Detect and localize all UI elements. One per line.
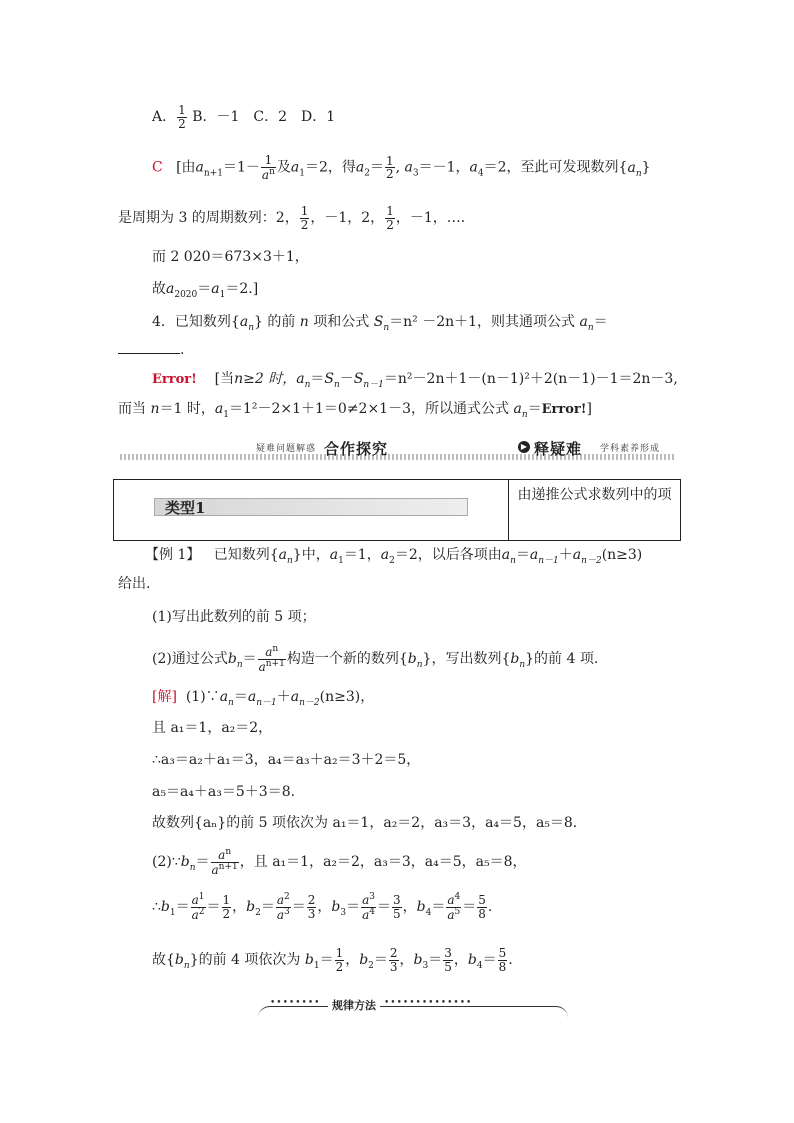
sol-text: ＝ [197, 281, 212, 297]
sol-text: (1)∵ [185, 689, 220, 705]
example-label: 【例 1】 [145, 547, 201, 563]
frac: $\frac{a^4}{a^5}$ [447, 892, 461, 922]
fraction-half: $\frac{1}{2}$ [385, 153, 394, 182]
sol-text: (2)∵ [152, 854, 181, 871]
method-footer [258, 998, 568, 1018]
q4-n: n [299, 314, 309, 330]
frac: $\frac{5}{8}$ [478, 893, 486, 921]
ex-text: ＝2，以后各项由 [394, 547, 502, 563]
banner-title-1: 合作探究 [324, 440, 389, 458]
sol-text: ＝ [527, 401, 542, 417]
arrow-icon: ▶ [518, 441, 530, 453]
frac: $\frac{2}{3}$ [389, 946, 398, 974]
answer-blank [118, 353, 180, 354]
sol-text: ，且 a₁＝1，a₂＝2，a₃＝3，a₄＝5，a₅＝8， [239, 854, 527, 871]
sol-text: ＝1 时， [159, 401, 215, 417]
sol-text: ，－1，…． [395, 210, 475, 227]
footer-label: 规律方法 [328, 997, 380, 1013]
frac: $\frac{5}{8}$ [498, 946, 507, 974]
sol-text: }的前 4 项依次为 [189, 952, 301, 969]
q4-text: 项和公式 [313, 314, 370, 330]
fraction-an-over-an1: $\frac{a^n}{a^{n+1}}$ [258, 644, 285, 674]
sol-text: ＝2，得 [304, 159, 356, 176]
ex-text: }中， [292, 547, 330, 563]
ex-text: }，写出数列{ [422, 651, 511, 668]
ex-text: }的前 4 项. [525, 651, 599, 668]
dots-decoration: •••••••••••••• [384, 998, 473, 1008]
frac-den: 2 [178, 116, 186, 131]
frac: $\frac{3}{5}$ [444, 946, 452, 974]
sol-text: n≥2 时， [234, 371, 297, 387]
frac: $\frac{2}{3}$ [307, 893, 316, 921]
solution-line8: 故$\{b_n\}$的前 4 项依次为 $b_1=$ $\frac{1}{2}$ ，$b_2=$ $\frac{2}{3}$ ，$b_3=$ $\frac{3}{5}$ ，$b_4=$ $\frac{5}{8}$ . [152, 946, 513, 974]
fraction-half: $\frac{1}{2}$ [386, 204, 394, 232]
sol-text: } [641, 159, 651, 176]
ex-text: 已知数列{ [213, 547, 279, 563]
ex-text: ＝ [515, 547, 530, 563]
frac: $\frac{a^3}{a^4}$ [362, 892, 375, 922]
example-part2: (2)通过公式$b_n=$ $\frac{a^n}{a^{n+1}}$ 构造一个新的数列$\{b_n\}$，写出数列$\{b_n\}$的前 4 项. [152, 644, 599, 674]
error-text: Error! [541, 402, 587, 417]
sol-text: 而当 [118, 401, 146, 417]
sol-text: [当 [214, 371, 235, 387]
solution-line7: $\therefore b_1=$ $\frac{a^1}{a^2}$ ＝ $\frac{1}{2}$ ，$b_2=$ $\frac{a^2}{a^3}$ ＝ $\frac{2}{3}$ ，$b_3=$ $\frac{a^3}{a^4}$ ＝ $\frac{3}{5}$ ，$b_4=$ $\frac{a^4}{a^5}$ ＝ $\frac{5}{8}$ . [152, 892, 493, 922]
sol-text: 故 [152, 281, 166, 297]
q3-options [152, 104, 335, 130]
solution-line2: 且 a₁＝1，a₂＝2， [152, 720, 273, 736]
banner-right-text: 学科素养形成 [600, 444, 661, 454]
solution-line4: a₅＝a₄＋a₃＝5＋3＝8. [152, 784, 296, 800]
ex-text: (2)通过公式 [152, 651, 228, 668]
q4-solution-line1: Error! [当n≥2 时，$a_n=S_n-S_{n-1}=n^2-2n+1-(n-1)^2+2(n-1)-1=2n-3$, [152, 371, 678, 390]
q4-text: ＝ [593, 314, 608, 330]
fraction-half: $\frac{1}{2}$ [300, 204, 309, 232]
dots-decoration: •••••••• [270, 998, 321, 1008]
sol-text: ∴ [152, 899, 161, 916]
example-part1: (1)写出此数列的前 5 项； [152, 609, 316, 625]
solution-tag: [解] [152, 689, 177, 705]
q4-text: ＝n² －2n＋1，则其通项公式 [389, 314, 576, 330]
q4-stem: 4．已知数列$\{a_n\}$ 的前 n 项和公式 $S_n=n^2 -2n+1$，则其通项公式 $a_n=$ [152, 314, 608, 333]
q4-solution-line2: 而当 n＝1 时，$a_1=1^2-2\times 1+1=0\ne 2\times 1-3$，所以通式公式 $a_n=Error$!] [118, 401, 592, 420]
frac: $\frac{3}{5}$ [392, 893, 401, 921]
sol-text: ＝n²－2n＋1－(n－1)²＋2(n－1)－1＝2n－3, [383, 371, 678, 387]
q4-text: 4．已知数列{ [152, 314, 240, 330]
type-title: 由递推公式求数列中的项 [517, 487, 672, 503]
frac: $\frac{1}{2}$ [335, 946, 344, 974]
type-tag [154, 498, 468, 516]
section-banner [120, 440, 676, 462]
q4-text: } 的前 [253, 314, 296, 330]
sol-text: 是周期为 3 的周期数列：2， [118, 210, 299, 227]
options-rest: B．－1 C．2 D．1 [192, 109, 336, 126]
sol-text: ＝2.] [225, 281, 259, 297]
sol-text: ＝1²－2×1＋1＝0≠2×1－3，所以通式公式 [228, 401, 509, 417]
solution-line5: 故数列{aₙ}的前 5 项依次为 a₁＝1，a₂＝2，a₃＝3，a₄＝5，a₅＝8. [152, 815, 578, 831]
fraction-one-over-an: $\frac{1}{a^n}$ [261, 153, 275, 182]
q4-text: . [180, 342, 185, 358]
fraction-an-over-an1: $\frac{a^n}{a^{n+1}}$ [211, 847, 238, 877]
q3-solution-line4: 故$a_{2020}=a_1=2$.] [152, 281, 259, 300]
banner-left-text: 疑难问题解惑 [256, 444, 317, 454]
sol-text: ＝ [369, 159, 384, 176]
sol-text: ＝1－ [222, 159, 260, 176]
sol-text: 故{ [152, 952, 175, 969]
frac: $\frac{a^1}{a^2}$ [191, 892, 205, 922]
sol-text: ＝2，至此可发现数列{ [483, 159, 628, 176]
ex-text: ＝1， [343, 547, 381, 563]
sol-text: ＝－1， [418, 159, 470, 176]
q4-answer-blank [118, 342, 184, 359]
sol-text: 及 [276, 159, 291, 176]
banner-strip [120, 454, 676, 460]
ex-text: ＝ [242, 651, 257, 668]
sub-index: 2020 [174, 289, 198, 300]
error-text: Error! [152, 372, 197, 387]
sol-text: [由 [176, 159, 196, 176]
frac: $\frac{1}{2}$ [222, 893, 231, 921]
solution-line1: [解] $(1)\because a_n=a_{n-1}+a_{n-2}(n\ge 3)$， [152, 689, 375, 708]
frac: $\frac{a^2}{a^3}$ [276, 892, 290, 922]
option-a-label: A． [152, 109, 177, 126]
example-stem-line2: 给出. [118, 576, 151, 592]
q3-solution-line3: 而 2 020＝673×3＋1， [152, 249, 309, 265]
sol-text: (n≥3)， [319, 689, 375, 705]
q3-solution-line2 [118, 205, 475, 231]
answer-letter: C [152, 159, 163, 176]
ex-text: ＋ [558, 547, 573, 563]
solution-line3: ∴a₃＝a₂＋a₁＝3，a₄＝a₃＋a₂＝3＋2＝5， [152, 752, 421, 768]
example-stem-line1: 【例 1】 已知数列$\{a_n\}$中，$a_1=1$，$a_2=2$，以后各项由$a_n=a_{n-1}+a_{n-2}(n\ge 3)$ [145, 547, 643, 566]
type-tag-label: 类型1 [165, 499, 206, 517]
type-box [113, 479, 681, 541]
banner-title-2: 释疑难 [534, 440, 583, 458]
sol-text: ] [586, 401, 592, 417]
ex-text: (n≥3) [601, 547, 643, 563]
q3-solution-line1: C [由$a_{n+1}=1-$ $\frac{1}{a^n}$ 及$a_1=2$，得$a_2=$ $\frac{1}{2}$ , $a_3=-1$，$a_4=2$，至此可发现数列$\{a_n\}$ [152, 153, 651, 182]
solution-line6: $(2)\because b_n=$ $\frac{a^n}{a^{n+1}}$ ，且 a₁＝1，a₂＝2，a₃＝3，a₄＝5，a₅＝8， [152, 847, 527, 877]
frac-num: 1 [178, 103, 186, 117]
fraction-half [177, 104, 187, 130]
sol-text: ，－1，2， [310, 210, 385, 227]
ex-text: 构造一个新的数列{ [286, 651, 408, 668]
